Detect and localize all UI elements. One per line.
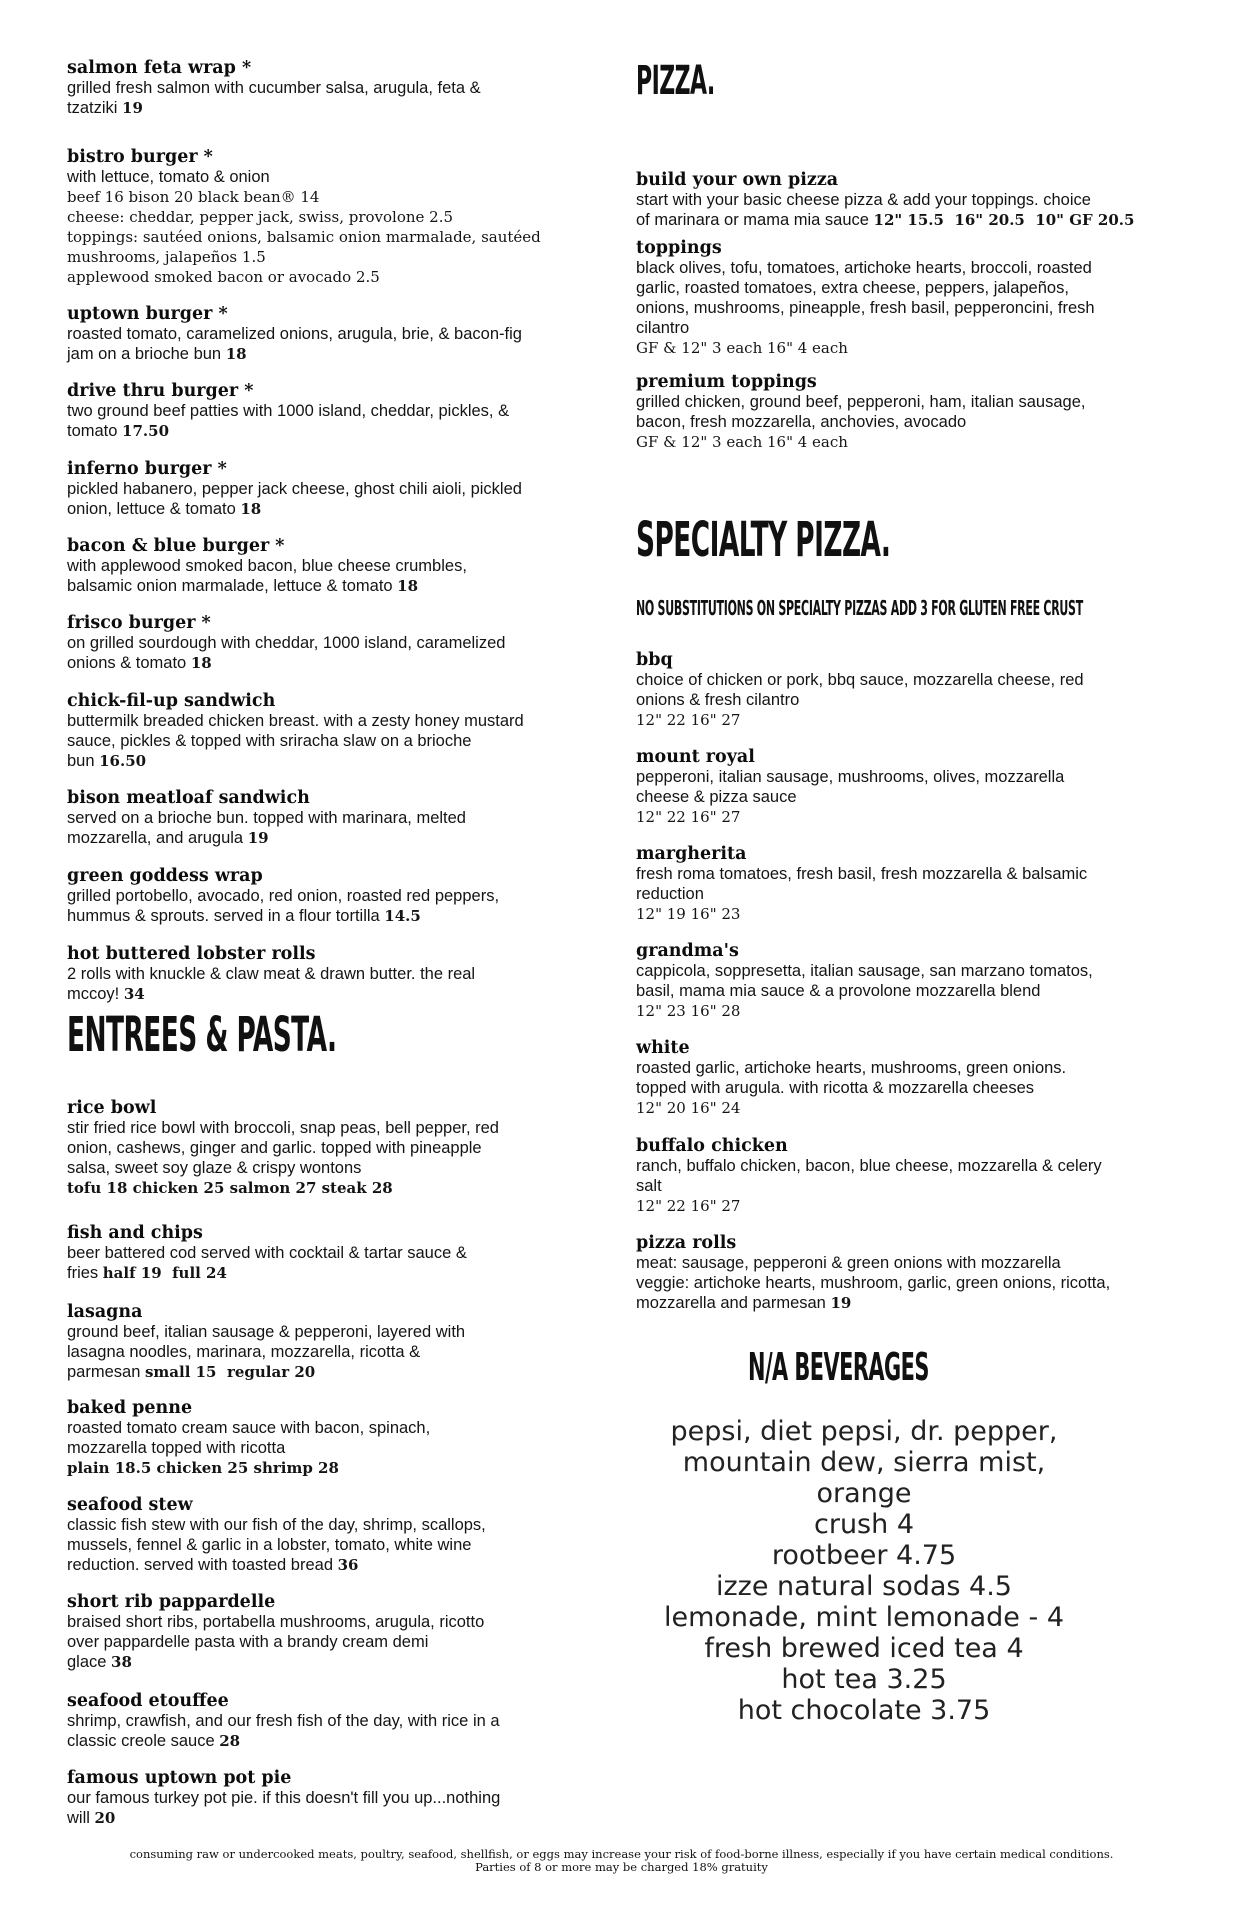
menu-item-name: bison meatloaf sandwich (67, 788, 310, 808)
menu-item-description (67, 828, 607, 848)
beverage-line: rootbeer 4.75 (771, 1540, 957, 1571)
description-text: 12" 19 16" 23 (636, 905, 741, 923)
beverage-line: lemonade, mint lemonade - 4 (663, 1602, 1065, 1633)
menu-item-name: bbq (636, 650, 673, 670)
description-text: grilled portobello, avocado, red onion, roasted red peppers, (67, 887, 500, 905)
menu-item-price: 12" 15.5 16" 20.5 10" GF 20.5 (873, 211, 1135, 229)
menu-item-description (67, 324, 607, 344)
menu-item (67, 459, 607, 519)
description-text: salsa, sweet soy glaze & crispy wontons (67, 1159, 362, 1177)
menu-item (67, 1768, 607, 1828)
menu-item-description (67, 1322, 607, 1342)
menu-item-description (67, 1652, 607, 1672)
menu-item-name: premium toppings (636, 372, 817, 392)
menu-item (67, 1223, 607, 1283)
menu-item-name: fish and chips (67, 1223, 203, 1243)
description-text: parmesan (67, 1363, 145, 1381)
description-text: mozzarella, and arugula (67, 829, 248, 847)
beverage-line: hot chocolate 3.75 (737, 1695, 991, 1726)
menu-item-price: 19 (122, 99, 143, 117)
menu-item-description (67, 187, 607, 207)
menu-item-price: 19 (830, 1294, 852, 1312)
menu-item (67, 304, 607, 364)
menu-item-description (67, 751, 607, 771)
description-text: beef 16 bison 20 black bean® 14 (67, 188, 320, 206)
description-text: sauce, pickles & topped with sriracha slaw on a brioche (67, 732, 472, 750)
menu-item-description (67, 227, 607, 247)
description-text: roasted garlic, artichoke hearts, mushrooms, green onions. (636, 1059, 1067, 1077)
description-text: shrimp, crawfish, and our fresh fish of the day, with rice in a (67, 1712, 500, 1730)
menu-item-description (67, 98, 607, 118)
menu-item-description (67, 1458, 607, 1478)
menu-item-description (67, 499, 607, 519)
menu-item (636, 747, 1196, 827)
menu-item-description (636, 412, 1196, 432)
menu-item-description (67, 731, 607, 751)
menu-item-description (67, 401, 607, 421)
description-text: onion, lettuce & tomato (67, 500, 241, 518)
menu-item-description (67, 984, 607, 1004)
menu-item-description (636, 1273, 1196, 1293)
menu-item-description (636, 1196, 1196, 1216)
menu-item-price: 28 (219, 1732, 241, 1750)
description-text: glace (67, 1653, 112, 1671)
beverage-line: crush 4 (814, 1509, 914, 1540)
description-text: reduction (636, 885, 704, 903)
description-text: 12" 22 16" 27 (636, 1197, 741, 1215)
menu-item (67, 613, 607, 673)
description-text: cilantro (636, 319, 690, 337)
menu-item-description (67, 344, 607, 364)
menu-item-name: build your own pizza (636, 170, 839, 190)
description-text: hummus & sprouts. served in a flour tortilla (67, 907, 385, 925)
menu-item-description (636, 884, 1196, 904)
description-text: onions & fresh cilantro (636, 691, 800, 709)
menu-item (636, 1038, 1196, 1118)
description-text: of marinara or mama mia sauce (636, 211, 874, 229)
menu-item-price: 18 (397, 577, 419, 595)
menu-item-description (636, 1078, 1196, 1098)
description-text: toppings: sautéed onions, balsamic onion marmalade, sautéed (67, 228, 541, 246)
menu-item-name: inferno burger * (67, 459, 227, 479)
menu-item-description (67, 964, 607, 984)
menu-item-description (636, 318, 1196, 338)
menu-item-name: pizza rolls (636, 1233, 737, 1253)
menu-item (636, 1136, 1196, 1216)
description-text: mccoy! (67, 985, 124, 1003)
menu-item-price: 18 (190, 654, 212, 672)
description-text: ground beef, italian sausage & pepperoni, layered with (67, 1323, 466, 1341)
description-text: on grilled sourdough with cheddar, 1000 island, caramelized (67, 634, 506, 652)
menu-item-description (67, 167, 607, 187)
menu-item-description (67, 1243, 607, 1263)
description-text: 12" 22 16" 27 (636, 808, 741, 826)
menu-item-description (636, 1176, 1196, 1196)
menu-item-description (636, 298, 1196, 318)
menu-item-name: drive thru burger * (67, 381, 254, 401)
menu-item-name: baked penne (67, 1398, 193, 1418)
menu-item-description (67, 267, 607, 287)
menu-item-name: famous uptown pot pie (67, 1768, 292, 1788)
description-text: 12" 23 16" 28 (636, 1002, 741, 1020)
menu-item-name: hot buttered lobster rolls (67, 944, 316, 964)
menu-item-description (636, 961, 1196, 981)
beverage-line: fresh brewed iced tea 4 (704, 1633, 1024, 1664)
menu-item-name: rice bowl (67, 1098, 157, 1118)
description-text: beer battered cod served with cocktail & tartar sauce & (67, 1244, 467, 1262)
menu-item-description (636, 1156, 1196, 1176)
menu-item-description (636, 1001, 1196, 1021)
description-text: reduction. served with toasted bread (67, 1556, 338, 1574)
menu-item-description (67, 1515, 607, 1535)
menu-item-name: chick-fil-up sandwich (67, 691, 276, 711)
menu-item (67, 866, 607, 926)
menu-item-description (67, 1178, 607, 1198)
menu-item-description (67, 633, 607, 653)
menu-item-description (67, 247, 607, 267)
menu-item-description (636, 278, 1196, 298)
menu-item (636, 238, 1196, 358)
menu-item-name: frisco burger * (67, 613, 211, 633)
menu-item (67, 536, 607, 596)
description-text: 2 rolls with knuckle & claw meat & drawn butter. the real (67, 965, 476, 983)
menu-item-name: margherita (636, 844, 747, 864)
menu-item (67, 1592, 607, 1672)
menu-item-description (67, 1788, 607, 1808)
description-text: basil, mama mia sauce & a provolone mozzarella blend (636, 982, 1041, 1000)
description-text: fries (67, 1264, 103, 1282)
menu-item-description (636, 1253, 1196, 1273)
menu-item-name: grandma's (636, 941, 739, 961)
description-text: GF & 12" 3 each 16" 4 each (636, 433, 848, 451)
menu-item-price: 34 (123, 985, 145, 1003)
menu-item-description (636, 1293, 1196, 1313)
menu-item-description (67, 1535, 607, 1555)
description-text: lasagna noodles, marinara, mozzarella, ricotta & (67, 1343, 421, 1361)
menu-item-description (67, 1362, 607, 1382)
entrees-heading: ENTREES & PASTA. (67, 1007, 337, 1063)
menu-item-description (67, 886, 607, 906)
food-safety-notice: consuming raw or undercooked meats, poultry, seafood, shellfish, or eggs may increase your risk of food-borne illness, especially if you have certain medical conditions. (129, 1847, 1114, 1861)
beverage-line: mountain dew, sierra mist, orange (682, 1447, 1046, 1509)
description-text: topped with arugula. with ricotta & mozzarella cheeses (636, 1079, 1035, 1097)
description-text: two ground beef patties with 1000 island, cheddar, pickles, & (67, 402, 510, 420)
menu-item-description (636, 767, 1196, 787)
gratuity-notice: Parties of 8 or more may be charged 18% gratuity (475, 1860, 768, 1874)
menu-item (636, 372, 1196, 452)
description-text: braised short ribs, portabella mushrooms, arugula, ricotto (67, 1613, 485, 1631)
description-text: 12" 22 16" 27 (636, 711, 741, 729)
menu-item-description (67, 1711, 607, 1731)
description-text: ranch, buffalo chicken, bacon, blue cheese, mozzarella & celery (636, 1157, 1102, 1175)
description-text: plain 18.5 chicken 25 shrimp 28 (67, 1459, 339, 1477)
description-text: classic fish stew with our fish of the day, shrimp, scallops, (67, 1516, 486, 1534)
menu-item-description (67, 479, 607, 499)
description-text: jam on a brioche bun (67, 345, 226, 363)
description-text: bacon, fresh mozzarella, anchovies, avocado (636, 413, 967, 431)
description-text: classic creole sauce (67, 1732, 220, 1750)
menu-item (636, 1233, 1196, 1313)
description-text: start with your basic cheese pizza & add your toppings. choice (636, 191, 1091, 209)
menu-item-price: 18 (240, 500, 262, 518)
description-text: roasted tomato, caramelized onions, arugula, brie, & bacon-fig (67, 325, 522, 343)
menu-item-description (67, 421, 607, 441)
menu-item-price: 18 (225, 345, 247, 363)
description-text: mozzarella topped with ricotta (67, 1439, 286, 1457)
description-text: 12" 20 16" 24 (636, 1099, 741, 1117)
menu-item (67, 1302, 607, 1382)
menu-item-description (636, 1058, 1196, 1078)
description-text: mozzarella and parmesan (636, 1294, 831, 1312)
description-text: buttermilk breaded chicken breast. with a zesty honey mustard (67, 712, 524, 730)
menu-item-description (67, 576, 607, 596)
menu-item-name: bacon & blue burger * (67, 536, 285, 556)
description-text: tofu 18 chicken 25 salmon 27 steak 28 (67, 1179, 393, 1197)
menu-item-price: 16.50 (99, 752, 147, 770)
menu-item-price: 38 (111, 1653, 132, 1671)
menu-item-price: 36 (337, 1556, 359, 1574)
menu-item-price: 19 (247, 829, 269, 847)
menu-item-description (67, 808, 607, 828)
description-text: pepperoni, italian sausage, mushrooms, olives, mozzarella (636, 768, 1065, 786)
menu-item-description (67, 1612, 607, 1632)
description-text: will (67, 1809, 95, 1827)
menu-item (67, 381, 607, 441)
description-text: salt (636, 1177, 662, 1195)
menu-item-name: buffalo chicken (636, 1136, 788, 1156)
menu-item-description (67, 1138, 607, 1158)
description-text: grilled fresh salmon with cucumber salsa, arugula, feta & (67, 79, 481, 97)
description-text: cheese: cheddar, pepper jack, swiss, provolone 2.5 (67, 208, 454, 226)
menu-item-name: lasagna (67, 1302, 143, 1322)
menu-item-description (67, 556, 607, 576)
menu-item-description (67, 906, 607, 926)
specialty-pizza-heading: SPECIALTY PIZZA. (636, 512, 891, 568)
menu-item-description (67, 653, 607, 673)
menu-item-description (67, 711, 607, 731)
menu-item-description (636, 210, 1196, 230)
description-text: roasted tomato cream sauce with bacon, spinach, (67, 1419, 431, 1437)
menu-item-price: half 19 full 24 (102, 1264, 227, 1282)
description-text: veggie: artichoke hearts, mushroom, garlic, green onions, ricotta, (636, 1274, 1111, 1292)
menu-item (636, 650, 1196, 730)
menu-item-name: bistro burger * (67, 147, 213, 167)
menu-item (636, 941, 1196, 1021)
beverage-line: hot tea 3.25 (781, 1664, 947, 1695)
description-text: grilled chicken, ground beef, pepperoni, ham, italian sausage, (636, 393, 1086, 411)
menu-item (67, 1398, 607, 1478)
description-text: onions & tomato (67, 654, 191, 672)
menu-item-description (636, 338, 1196, 358)
menu-item-description (67, 1158, 607, 1178)
description-text: choice of chicken or pork, bbq sauce, mozzarella cheese, red (636, 671, 1084, 689)
menu-item-description (636, 807, 1196, 827)
menu-item-description (67, 1555, 607, 1575)
menu-item-name: uptown burger * (67, 304, 228, 324)
description-text: with lettuce, tomato & onion (67, 168, 270, 186)
menu-item-description (67, 1438, 607, 1458)
menu-item-name: white (636, 1038, 690, 1058)
menu-item (67, 147, 607, 287)
pizza-heading: PIZZA. (636, 58, 715, 104)
menu-item-name: seafood etouffee (67, 1691, 229, 1711)
description-text: garlic, roasted tomatoes, extra cheese, peppers, jalapeños, (636, 279, 1069, 297)
menu-item (67, 944, 607, 1004)
menu-item-description (636, 392, 1196, 412)
menu-item (67, 1495, 607, 1575)
menu-item-price: 14.5 (384, 907, 421, 925)
description-text: with applewood smoked bacon, blue cheese crumbles, (67, 557, 467, 575)
menu-item (67, 691, 607, 771)
description-text: cappicola, soppresetta, italian sausage, san marzano tomatos, (636, 962, 1093, 980)
menu-item-description (67, 1263, 607, 1283)
description-text: black olives, tofu, tomatoes, artichoke hearts, broccoli, roasted (636, 259, 1092, 277)
description-text: onion, cashews, ginger and garlic. topped with pineapple (67, 1139, 482, 1157)
menu-item-description (67, 1342, 607, 1362)
specialty-note: NO SUBSTITUTIONS ON SPECIALTY PIZZAS ADD 3 FOR GLUTEN FREE CRUST (636, 596, 1083, 620)
menu-item-price: small 15 regular 20 (144, 1363, 316, 1381)
menu-item-description (67, 1418, 607, 1438)
menu-item-description (636, 710, 1196, 730)
description-text: over pappardelle pasta with a brandy cream demi (67, 1633, 429, 1651)
menu-item (67, 1691, 607, 1751)
description-text: mushrooms, jalapeños 1.5 (67, 248, 266, 266)
menu-item-price: 17.50 (122, 422, 170, 440)
menu-item (67, 58, 607, 118)
description-text: fresh roma tomatoes, fresh basil, fresh mozzarella & balsamic (636, 865, 1088, 883)
menu-item-description (636, 190, 1196, 210)
menu-item-description (636, 904, 1196, 924)
description-text: cheese & pizza sauce (636, 788, 797, 806)
beverage-line: izze natural sodas 4.5 (716, 1571, 1012, 1602)
beverage-list (636, 1416, 1092, 1726)
description-text: onions, mushrooms, pineapple, fresh basil, pepperoncini, fresh (636, 299, 1095, 317)
description-text: stir fried rice bowl with broccoli, snap peas, bell pepper, red (67, 1119, 499, 1137)
description-text: mussels, fennel & garlic in a lobster, tomato, white wine (67, 1536, 472, 1554)
description-text: tzatziki (67, 99, 123, 117)
menu-item (636, 170, 1196, 230)
beverages-heading: N/A BEVERAGES (748, 1345, 929, 1389)
menu-item-description (636, 787, 1196, 807)
menu-item-name: green goddess wrap (67, 866, 263, 886)
menu-item-price: 20 (94, 1809, 116, 1827)
menu-item (67, 788, 607, 848)
menu-item (636, 844, 1196, 924)
menu-item-description (636, 690, 1196, 710)
menu-item-description (67, 1731, 607, 1751)
menu-item (67, 1098, 607, 1198)
description-text: pickled habanero, pepper jack cheese, ghost chili aioli, pickled (67, 480, 522, 498)
menu-item-description (636, 1098, 1196, 1118)
menu-item-description (67, 1118, 607, 1138)
menu-item-description (636, 432, 1196, 452)
description-text: balsamic onion marmalade, lettuce & tomato (67, 577, 398, 595)
menu-item-name: toppings (636, 238, 722, 258)
description-text: served on a brioche bun. topped with marinara, melted (67, 809, 466, 827)
description-text: applewood smoked bacon or avocado 2.5 (67, 268, 380, 286)
description-text: bun (67, 752, 100, 770)
menu-item-description (67, 78, 607, 98)
menu-item-name: mount royal (636, 747, 755, 767)
beverage-line: pepsi, diet pepsi, dr. pepper, (670, 1416, 1058, 1447)
description-text: tomato (67, 422, 123, 440)
menu-item-description (67, 1808, 607, 1828)
menu-item-name: seafood stew (67, 1495, 193, 1515)
menu-item-description (636, 864, 1196, 884)
footer-disclaimer (0, 1848, 1243, 1874)
menu-item-description (67, 207, 607, 227)
description-text: GF & 12" 3 each 16" 4 each (636, 339, 848, 357)
menu-item-description (636, 670, 1196, 690)
menu-item-description (67, 1632, 607, 1652)
menu-item-name: short rib pappardelle (67, 1592, 276, 1612)
description-text: our famous turkey pot pie. if this doesn't fill you up...nothing (67, 1789, 501, 1807)
menu-item-description (636, 981, 1196, 1001)
menu-item-name: salmon feta wrap * (67, 58, 252, 78)
description-text: meat: sausage, pepperoni & green onions with mozzarella (636, 1254, 1061, 1272)
menu-item-description (636, 258, 1196, 278)
